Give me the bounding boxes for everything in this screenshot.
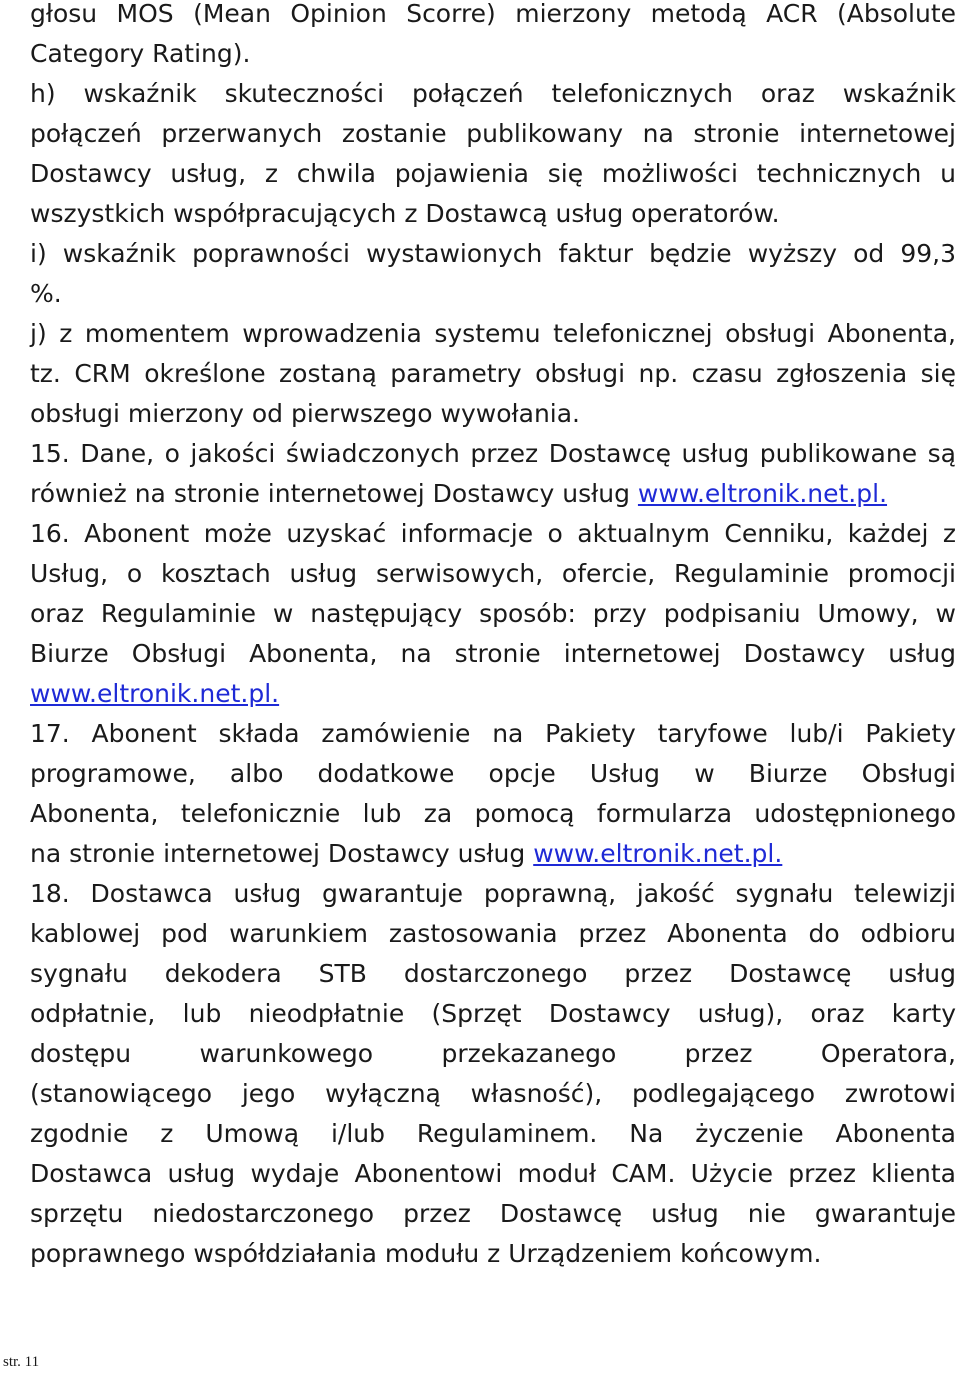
text-line: tz. CRM określone zostaną parametry obsługi np. czasu zgłoszenia się xyxy=(30,359,956,388)
website-link[interactable]: www.eltronik.net.pl. xyxy=(30,679,280,708)
website-link[interactable]: www.eltronik.net.pl. xyxy=(533,839,783,868)
text-line: h) wskaźnik skuteczności połączeń telefonicznych oraz wskaźnik xyxy=(30,79,956,108)
text-line: połączeń przerwanych zostanie publikowany na stronie internetowej xyxy=(30,119,956,148)
text-line: programowe, albo dodatkowe opcje Usług w Biurze Obsługi xyxy=(30,759,956,788)
text-line: na stronie internetowej Dostawcy usług www.eltronik.net.pl. xyxy=(30,839,783,868)
text-line: j) z momentem wprowadzenia systemu telefonicznej obsługi Abonenta, xyxy=(30,319,956,348)
page-number: str. 11 xyxy=(3,1354,40,1370)
text-line: Dostawca usług wydaje Abonentowi moduł CAM. Użycie przez klienta xyxy=(30,1159,956,1188)
text-line: głosu MOS (Mean Opinion Scorre) mierzony metodą ACR (Absolute xyxy=(30,0,956,28)
text-line: sygnału dekodera STB dostarczonego przez Dostawcę usług xyxy=(30,959,956,988)
text-line: Dostawcy usług, z chwila pojawienia się możliwości technicznych u xyxy=(30,159,956,188)
text-line: sprzętu niedostarczonego przez Dostawcę usług nie gwarantuje xyxy=(30,1199,956,1228)
website-link[interactable]: www.eltronik.net.pl. xyxy=(637,479,888,508)
text-line xyxy=(30,674,279,714)
text-line: Abonenta, telefonicznie lub za pomocą formularza udostępnionego xyxy=(30,799,956,828)
text-line: 17. Abonent składa zamówienie na Pakiety taryfowe lub/i Pakiety xyxy=(30,719,956,748)
text-line: również na stronie internetowej Dostawcy usług www.eltronik.net.pl. xyxy=(30,479,888,508)
text-line: kablowej pod warunkiem zastosowania przez Abonenta do odbioru xyxy=(30,919,956,948)
text-line: Biurze Obsługi Abonenta, na stronie internetowej Dostawcy usług xyxy=(30,639,956,668)
text-line: (stanowiącego jego wyłączną własność), podlegającego zwrotowi xyxy=(30,1079,956,1108)
text-line: i) wskaźnik poprawności wystawionych faktur będzie wyższy od 99,3 xyxy=(30,239,956,268)
text-line: 15. Dane, o jakości świadczonych przez Dostawcę usług publikowane są xyxy=(30,439,956,468)
text-line: wszystkich współpracujących z Dostawcą usług operatorów. xyxy=(30,199,780,228)
text-line: zgodnie z Umową i/lub Regulaminem. Na życzenie Abonenta xyxy=(30,1119,956,1148)
text-line: 16. Abonent może uzyskać informacje o aktualnym Cenniku, każdej z xyxy=(30,519,956,548)
text-line: poprawnego współdziałania modułu z Urządzeniem końcowym. xyxy=(30,1239,822,1268)
text-line: Category Rating). xyxy=(30,39,251,68)
text-line: dostępu warunkowego przekazanego przez Operatora, xyxy=(30,1039,956,1068)
text-line: odpłatnie, lub nieodpłatnie (Sprzęt Dostawcy usług), oraz karty xyxy=(30,999,956,1028)
text-line: obsługi mierzony od pierwszego wywołania. xyxy=(30,399,580,428)
text-line: %. xyxy=(30,279,62,308)
text-line: 18. Dostawca usług gwarantuje poprawną, jakość sygnału telewizji xyxy=(30,879,956,908)
text-line: Usług, o kosztach usług serwisowych, ofercie, Regulaminie promocji xyxy=(30,559,956,588)
text-line: oraz Regulaminie w następujący sposób: przy podpisaniu Umowy, w xyxy=(30,599,956,628)
